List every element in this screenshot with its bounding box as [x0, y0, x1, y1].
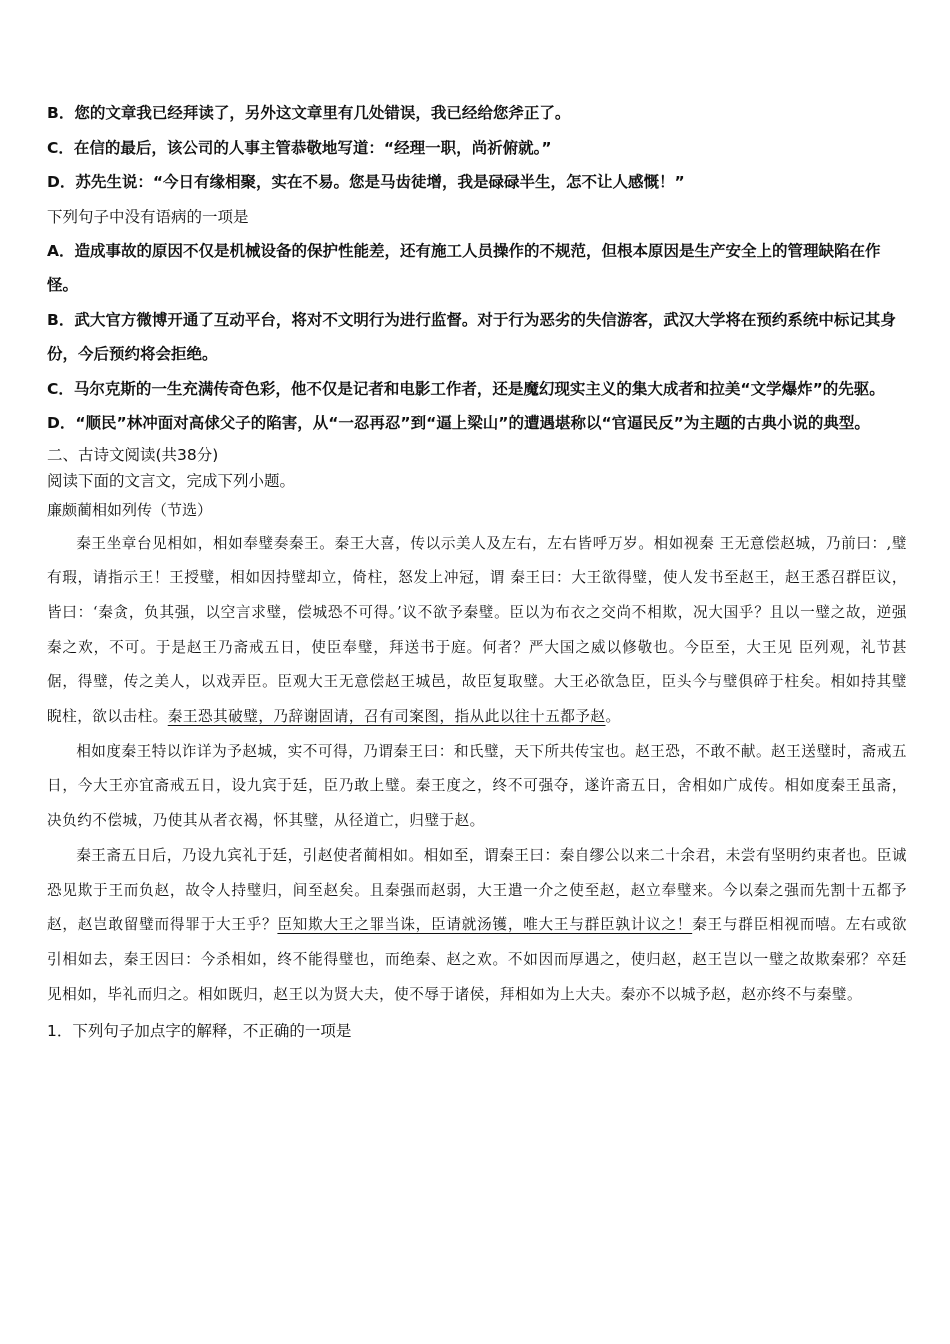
option-a: A．造成事故的原因不仅是机械设备的保护性能差，还有施工人员操作的不规范，但根本原因是生产安全上的管理缺陷在作怪。 [47, 241, 881, 294]
option-d-prev: D．苏先生说：“今日有缘相聚，实在不易。您是马齿徒增，我是碌碌半生，怎不让人感慨！” [47, 173, 685, 191]
question-stem: 下列句子中没有语病的一项是 [47, 207, 249, 226]
underlined-sentence-2: 臣知欺大王之罪当诛，臣请就汤镬，唯大王与群臣孰计议之！ [277, 916, 693, 934]
paragraph-1-end: 。 [605, 708, 621, 726]
passage-paragraph-1 [47, 527, 907, 735]
passage-title: 廉颇蔺相如列传（节选） [47, 500, 213, 519]
passage-paragraph-2: 相如度秦王特以诈详为予赵城，实不可得，乃谓秦王曰：和氏璧，天下所共传宝也。赵王恐，不敢不献。赵王送璧时，斋戒五日，今大王亦宜斋戒五日，设九宾于廷，臣乃敢上璧。秦王度之，终不可强夺，遂许斋五日，舍相如广成传。相如度秦王虽斋，决负约不偿城，乃使其从者衣褐，怀其璧，从径道亡，归璧于赵。 [47, 742, 907, 830]
option-b: B．武大官方微博开通了互动平台，将对不文明行为进行监督。对于行为恶劣的失信游客，武汉大学将在预约系统中标记其身份，今后预约将会拒绝。 [47, 310, 896, 363]
option-b-prev: B．您的文章我已经拜读了，另外这文章里有几处错误，我已经给您斧正了。 [47, 104, 571, 122]
option-d: D．“顺民”林冲面对高俅父子的陷害，从“一忍再忍”到“逼上梁山”的遭遇堪称以“官逼民反”为主题的古典小说的典型。 [47, 414, 870, 432]
document-page [47, 96, 907, 1048]
option-c-prev: C．在信的最后，该公司的人事主管恭敬地写道：“经理一职，尚祈俯就。” [47, 138, 552, 157]
question-1: 1．下列句子加点字的解释，不正确的一项是 [47, 1022, 352, 1041]
passage-paragraph-3 [47, 839, 907, 1013]
paragraph-3-rest: 秦王与群臣相视而嘻。左右或欲引相如去，秦王因曰：今杀相如，终不能得璧也，而绝秦、赵之欢。不如因而厚遇之，使归赵，赵王岂以一璧之故欺秦邪？卒廷见相如，毕礼而归之。相如既归，赵王以为贤大夫，使不辱于诸侯，拜相如为上大夫。秦亦不以城予赵，赵亦终不与秦璧。 [47, 916, 907, 1003]
underlined-sentence-1: 秦王恐其破璧，乃辞谢固请，召有司案图，指从此以往十五都予赵 [167, 708, 606, 726]
paragraph-1-text: 秦王坐章台见相如，相如奉璧奏秦王。秦王大喜，传以示美人及左右，左右皆呼万岁。相如视秦 王无意偿赵城，乃前曰：,璧有瑕，请指示王！王授璧，相如因持璧却立，倚柱，怒发上冲冠，谓 秦王曰：大王欲得璧，使人发书至赵王，赵王悉召群臣议，皆曰：‘秦贪，负其强，以空言求璧，偿城恐不可得。’议不欲予秦璧。臣以为布衣之交尚不相欺，况大国乎？且以一璧之故，逆强秦之欢，不可。于是赵王乃斋戒五日，使臣奉璧，拜送书于庭。何者？严大国之威以修敬也。今臣至，大王见 臣列观，礼节甚倨，得璧，传之美人，以戏弄臣。臣观大王无意偿赵王城邑，故臣复取璧。大王必欲急臣，臣头今与璧俱碎于柱矣。相如持其璧睨柱，欲以击柱。 [47, 534, 907, 726]
section-instruction: 阅读下面的文言文，完成下列小题。 [47, 471, 296, 490]
section-heading: 二、古诗文阅读(共38分) [47, 445, 219, 464]
option-c: C．马尔克斯的一生充满传奇色彩，他不仅是记者和电影工作者，还是魔幻现实主义的集大成者和拉美“文学爆炸”的先驱。 [47, 379, 885, 398]
paragraph-3-text: 秦王斋五日后，乃设九宾礼于廷，引赵使者蔺相如。相如至，谓秦王曰：秦自缪公以来二十余君，未尝有坚明约束者也。臣诚恐见欺于王而负赵，故令人持璧归，间至赵矣。且秦强而赵弱，大王遣一介之使至赵，赵立奉璧来。今以秦之强而先割十五都予赵，赵岂敢留璧而得罪于大王乎？ [47, 846, 907, 934]
